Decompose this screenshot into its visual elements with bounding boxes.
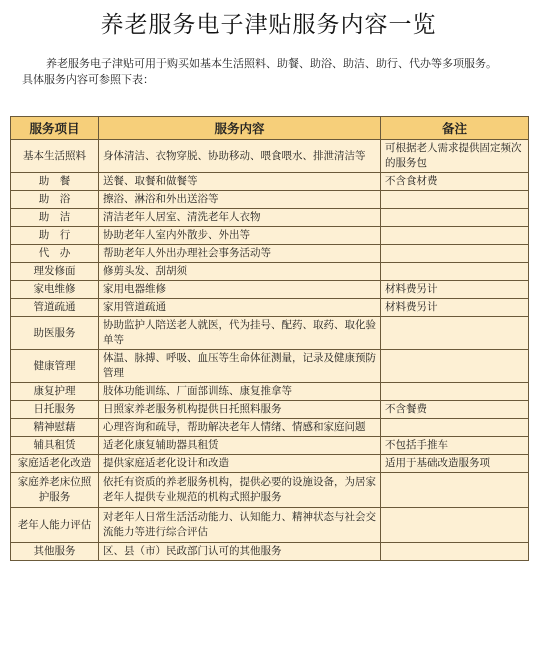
service-item-cell: 精神慰藉 (11, 419, 99, 437)
remark-cell (381, 263, 529, 281)
table-row (11, 543, 529, 561)
table-row (11, 299, 529, 317)
service-item-cell: 家电维修 (11, 281, 99, 299)
remark-cell: 可根据老人需求提供固定频次的服务包 (381, 140, 529, 173)
remark-cell (381, 317, 529, 350)
remark-cell: 材料费另计 (381, 281, 529, 299)
remark-cell: 适用于基础改造服务项 (381, 455, 529, 473)
service-content-cell: 区、县（市）民政部门认可的其他服务 (99, 543, 381, 561)
remark-cell (381, 383, 529, 401)
table-row (11, 437, 529, 455)
table-header-row (11, 117, 529, 140)
remark-cell (381, 473, 529, 508)
service-item-cell: 助 餐 (11, 173, 99, 191)
table-row (11, 401, 529, 419)
service-content-cell: 送餐、取餐和做餐等 (99, 173, 381, 191)
service-item-cell: 日托服务 (11, 401, 99, 419)
remark-cell (381, 209, 529, 227)
service-content-cell: 肢体功能训练、厂面部训练、康复推拿等 (99, 383, 381, 401)
remark-cell (381, 245, 529, 263)
table-row (11, 317, 529, 350)
table-row (11, 263, 529, 281)
service-content-cell: 清洁老年人居室、清洗老年人衣物 (99, 209, 381, 227)
service-content-cell: 协助监护人陪送老人就医，代为挂号、配药、取药、取化验单等 (99, 317, 381, 350)
service-content-cell: 擦浴、淋浴和外出送浴等 (99, 191, 381, 209)
service-content-cell: 依托有资质的养老服务机构，提供必要的设施设备，为居家老年人提供专业规范的机构式照护服务 (99, 473, 381, 508)
service-content-cell: 日照家养老服务机构提供日托照料服务 (99, 401, 381, 419)
table-row (11, 383, 529, 401)
remark-cell (381, 543, 529, 561)
service-item-cell: 家庭适老化改造 (11, 455, 99, 473)
service-item-cell: 助 浴 (11, 191, 99, 209)
service-item-cell: 助医服务 (11, 317, 99, 350)
table-row (11, 245, 529, 263)
service-item-cell: 管道疏通 (11, 299, 99, 317)
service-item-cell: 代 办 (11, 245, 99, 263)
service-item-cell: 康复护理 (11, 383, 99, 401)
remark-cell: 不含食材费 (381, 173, 529, 191)
table-row (11, 350, 529, 383)
remark-cell (381, 191, 529, 209)
intro-paragraph (22, 56, 522, 88)
remark-cell: 材料费另计 (381, 299, 529, 317)
service-content-cell: 体温、脉搏、呼吸、血压等生命体征测量，记录及健康预防管理 (99, 350, 381, 383)
service-content-cell: 提供家庭适老化设计和改造 (99, 455, 381, 473)
table-body (11, 140, 529, 561)
service-item-cell: 助 洁 (11, 209, 99, 227)
service-table (10, 116, 529, 561)
service-item-cell: 老年人能力评估 (11, 508, 99, 543)
table-row (11, 209, 529, 227)
table-row (11, 281, 529, 299)
table-row (11, 455, 529, 473)
header-service-item: 服务项目 (11, 117, 99, 140)
service-content-cell: 适老化康复辅助器具租赁 (99, 437, 381, 455)
service-item-cell: 其他服务 (11, 543, 99, 561)
service-item-cell: 家庭养老床位照护服务 (11, 473, 99, 508)
service-content-cell: 身体清洁、衣物穿脱、协助移动、喂食喂水、排泄清洁等 (99, 140, 381, 173)
remark-cell: 不含餐费 (381, 401, 529, 419)
table-row (11, 508, 529, 543)
remark-cell (381, 227, 529, 245)
service-item-cell: 基本生活照料 (11, 140, 99, 173)
remark-cell (381, 508, 529, 543)
header-service-content: 服务内容 (99, 117, 381, 140)
remark-cell: 不包括手推车 (381, 437, 529, 455)
service-content-cell: 家用管道疏通 (99, 299, 381, 317)
service-content-cell: 协助老年人室内外散步、外出等 (99, 227, 381, 245)
remark-cell (381, 350, 529, 383)
table-row (11, 473, 529, 508)
page-title: 养老服务电子津贴服务内容一览 (100, 12, 437, 38)
service-content-cell: 修剪头发、刮胡须 (99, 263, 381, 281)
table-row (11, 419, 529, 437)
service-item-cell: 辅具租赁 (11, 437, 99, 455)
service-content-cell: 心理咨询和疏导，帮助解决老年人情绪、情感和家庭问题 (99, 419, 381, 437)
service-item-cell: 理发修面 (11, 263, 99, 281)
intro-line-2: 具体服务内容可参照下表： (22, 73, 154, 86)
service-content-cell: 对老年人日常生活活动能力、认知能力、精神状态与社会交流能力等进行综合评估 (99, 508, 381, 543)
service-content-cell: 帮助老年人外出办理社会事务活动等 (99, 245, 381, 263)
table-row (11, 227, 529, 245)
table-row (11, 173, 529, 191)
service-content-cell: 家用电器维修 (99, 281, 381, 299)
service-item-cell: 助 行 (11, 227, 99, 245)
header-remarks: 备注 (381, 117, 529, 140)
table-row (11, 140, 529, 173)
service-item-cell: 健康管理 (11, 350, 99, 383)
remark-cell (381, 419, 529, 437)
table-row (11, 191, 529, 209)
intro-line-1: 养老服务电子津贴可用于购买如基本生活照料、助餐、助浴、助洁、助行、代办等多项服务。 (46, 57, 497, 70)
